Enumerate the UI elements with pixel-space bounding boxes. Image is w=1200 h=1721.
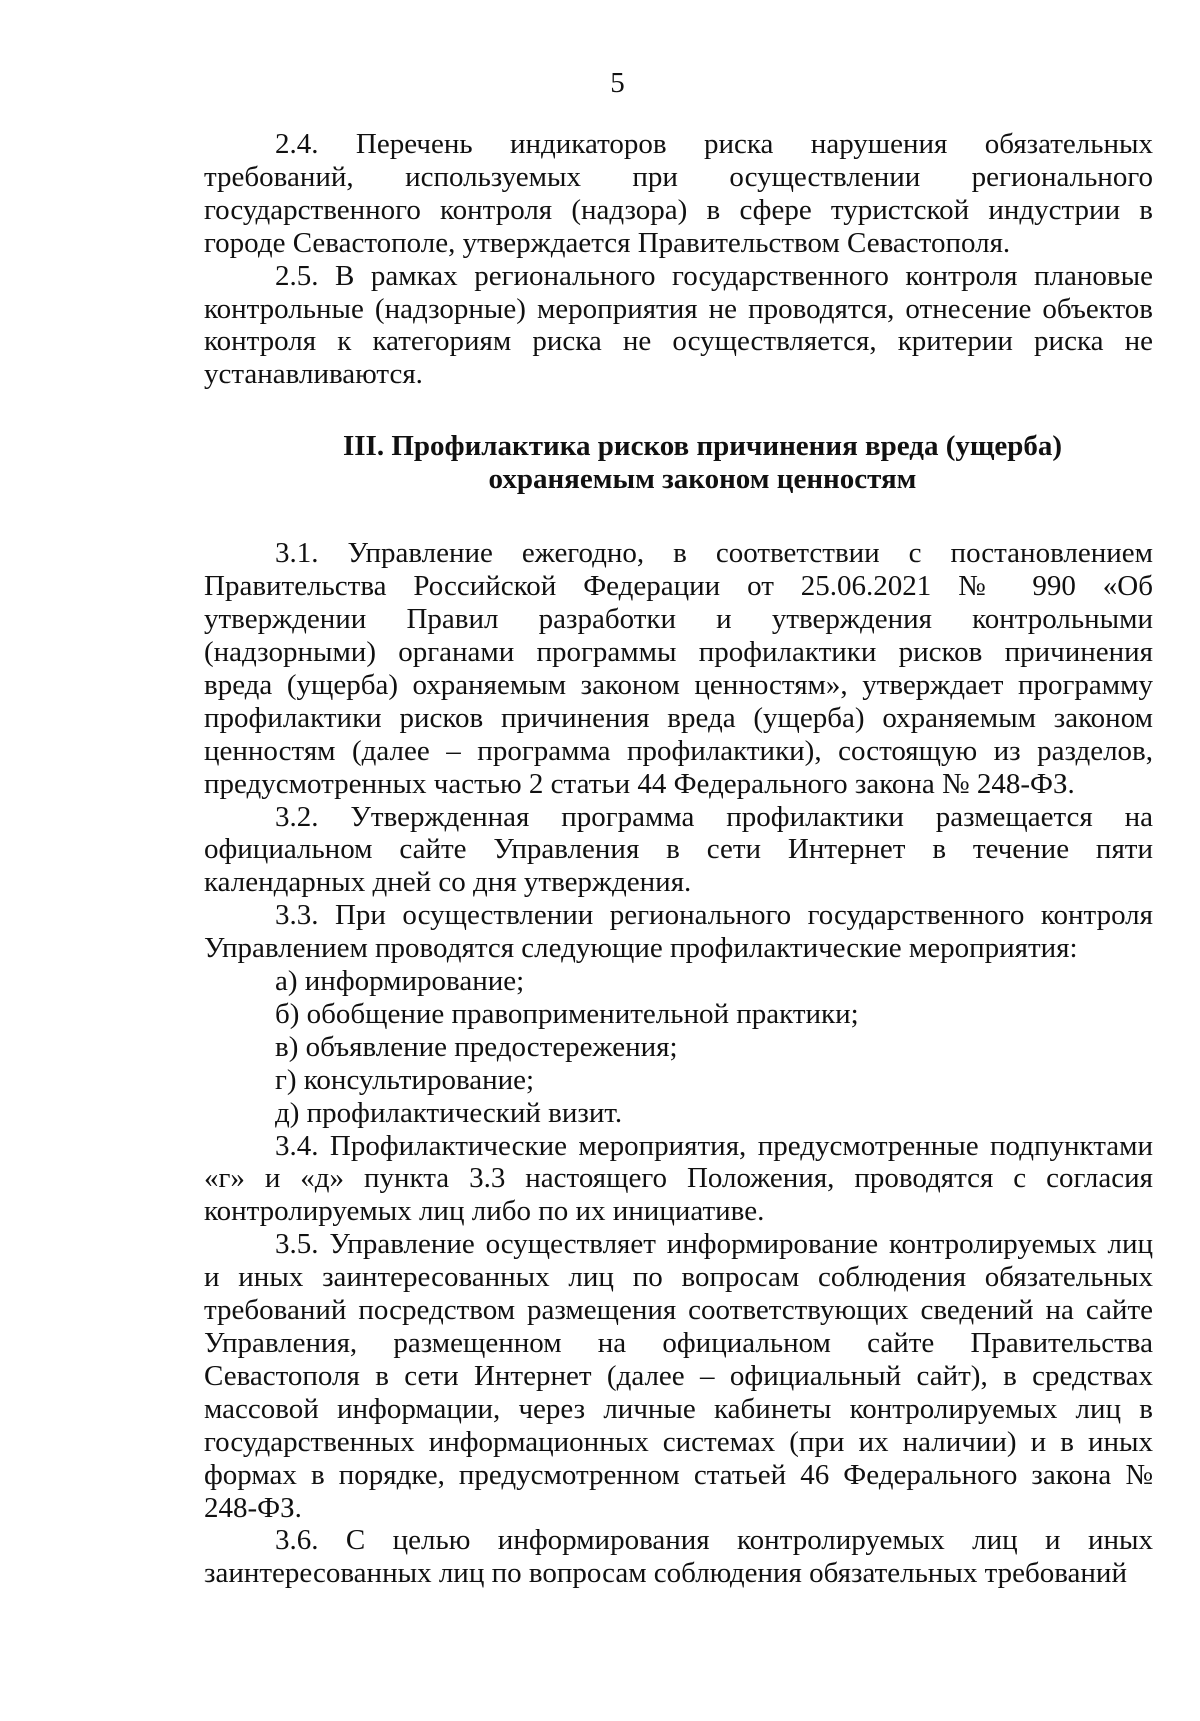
list-item-preventive-visit: д) профилактический визит. bbox=[275, 1096, 623, 1129]
page-number: 5 bbox=[610, 67, 625, 99]
paragraph-2-4: 2.4. Перечень индикаторов риска нарушения обязательных требований, используемых при осуществлении регионального государственного контроля (надзора) в сфере туристской индустрии в городе Севастополе, утверждается Правительством Севастополя. bbox=[204, 128, 1153, 259]
section-heading-line-2: охраняемым законом ценностям bbox=[488, 463, 917, 496]
paragraph-3-3: 3.3. При осуществлении регионального государственного контроля Управлением проводятся следующие профилактические мероприятия: bbox=[204, 899, 1153, 965]
paragraph-3-6: 3.6. С целью информирования контролируемых лиц и иных заинтересованных лиц по вопросам соблюдения обязательных требований bbox=[204, 1524, 1153, 1590]
paragraph-3-4: 3.4. Профилактические мероприятия, предусмотренные подпунктами «г» и «д» пункта 3.3 настоящего Положения, проводятся с согласия контролируемых лиц либо по их инициативе. bbox=[204, 1129, 1153, 1228]
section-heading-line-1: III. Профилактика рисков причинения вреда (ущерба) bbox=[342, 430, 1063, 463]
measures-list bbox=[204, 965, 1153, 1130]
paragraph-3-2: 3.2. Утвержденная программа профилактики размещается на официальном сайте Управления в сети Интернет в течение пяти календарных дней со дня утверждения. bbox=[204, 800, 1153, 899]
list-item-practice-generalization: б) обобщение правоприменительной практики; bbox=[275, 997, 859, 1030]
paragraph-3-1: 3.1. Управление ежегодно, в соответствии с постановлением Правительства Российской Федерации от 25.06.2021 № 990 «Об утверждении Правил разработки и утверждения контрольными (надзорными) органами программы профилактики рисков причинения вреда (ущерба) охраняемым законом ценностям», утверждает программу профилактики рисков причинения вреда (ущерба) охраняемым законом ценностям (далее – программа профилактики), состоящую из разделов, предусмотренных частью 2 статьи 44 Федерального закона № 248-ФЗ. bbox=[204, 537, 1153, 800]
document-body bbox=[204, 128, 1153, 1590]
list-item-warning: в) объявление предостережения; bbox=[275, 1030, 678, 1063]
list-item-consulting: г) консультирование; bbox=[275, 1063, 535, 1096]
section-heading bbox=[204, 430, 1153, 496]
paragraph-3-5: 3.5. Управление осуществляет информирование контролируемых лиц и иных заинтересованных лиц по вопросам соблюдения обязательных требований посредством размещения соответствующих сведений на сайте Управления, размещенном на официальном сайте Правительства Севастополя в сети Интернет (далее – официальный сайт), в средствах массовой информации, через личные кабинеты контролируемых лиц в государственных информационных системах (при их наличии) и в иных формах в порядке, предусмотренном статьей 46 Федерального закона № 248-ФЗ. bbox=[204, 1228, 1153, 1524]
list-item-informing: а) информирование; bbox=[275, 965, 525, 998]
paragraph-2-5: 2.5. В рамках регионального государственного контроля плановые контрольные (надзорные) мероприятия не проводятся, отнесение объектов контроля к категориям риска не осуществляется, критерии риска не устанавливаются. bbox=[204, 259, 1153, 391]
